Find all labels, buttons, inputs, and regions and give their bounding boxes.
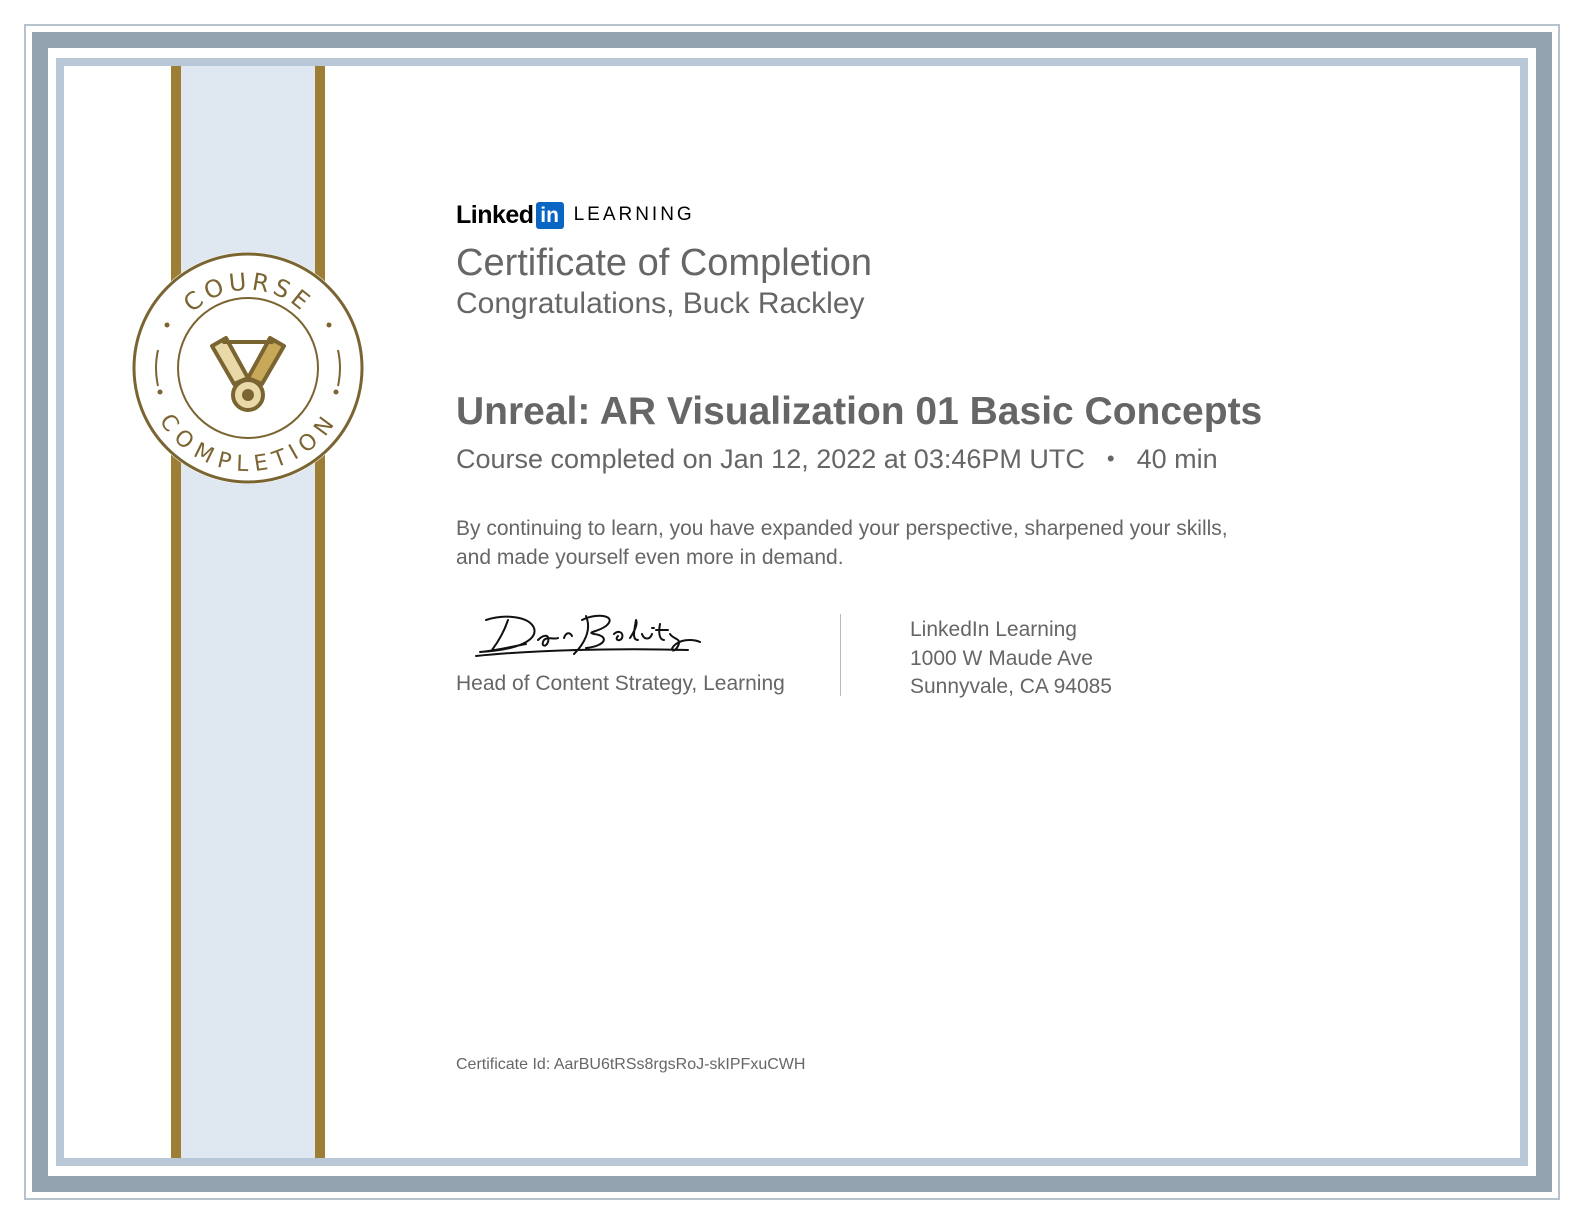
company-address [910,616,1112,702]
congratulations-line: Congratulations, Buck Rackley [456,287,865,320]
seal-dot [158,390,163,395]
signature-row [456,610,1256,710]
address-line-company: LinkedIn Learning [910,618,1077,641]
logo-learning-text: LEARNING [573,204,695,225]
logo-linked-text: Linked [456,200,534,229]
signatory-role: Head of Content Strategy, Learning [456,672,785,695]
seal-dot [334,390,339,395]
ribbon-band [171,66,325,1158]
seal-top-text: COURSE [178,267,318,318]
logo-in-badge: in [536,202,564,229]
linkedin-learning-logo [456,198,1456,232]
course-completion-seal [130,250,366,486]
certificate-content [456,198,1456,572]
signature-divider [840,614,841,696]
seal-bottom-text: COMPLETION [153,409,342,478]
completion-date: Course completed on Jan 12, 2022 at 03:46PM UTC [456,444,1085,474]
course-duration: 40 min [1136,444,1218,474]
separator-bullet: • [1106,446,1115,471]
seal-dot [327,323,332,328]
course-title: Unreal: AR Visualization 01 Basic Concepts [456,390,1263,433]
certificate-blurb: By continuing to learn, you have expanded your perspective, sharpened your skills, and made yourself even more in demand. [456,517,1228,569]
signature-image [474,610,704,660]
address-line-street: 1000 W Maude Ave [910,646,1093,670]
certificate-title: Certificate of Completion [456,242,873,284]
address-line-city: Sunnyvale, CA 94085 [910,675,1112,698]
completion-line [456,442,1456,478]
certificate-id: Certificate Id: AarBU6tRSs8rgsRoJ-skIPFxuCWH [456,1056,806,1073]
seal-dot [165,323,170,328]
